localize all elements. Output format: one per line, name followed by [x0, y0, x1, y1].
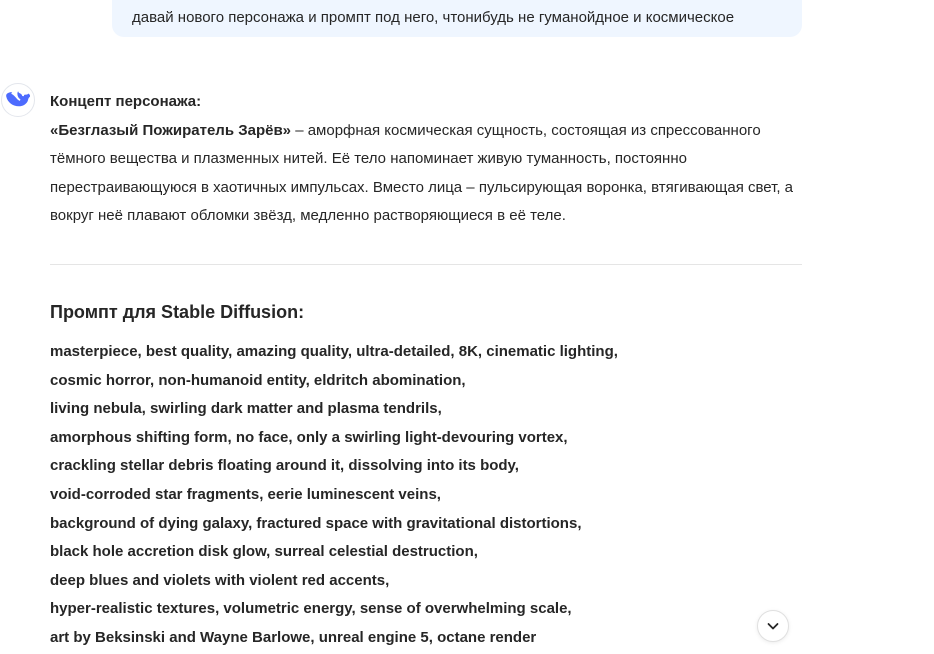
prompt-line: hyper-realistic textures, volumetric energy, sense of overwhelming scale,: [50, 600, 572, 618]
deepseek-whale-icon: [6, 90, 30, 110]
prompt-line: masterpiece, best quality, amazing quality, ultra-detailed, 8K, cinematic lighting,: [50, 342, 618, 360]
character-name: «Безглазый Пожиратель Зарёв»: [50, 121, 292, 139]
assistant-answer: [50, 88, 802, 653]
chevron-down-icon: [766, 619, 780, 633]
prompt-line: art by Beksinski and Wayne Barlowe, unreal engine 5, octane render: [50, 628, 537, 646]
prompt-heading: Промпт для Stable Diffusion:: [50, 301, 305, 322]
prompt-line: cosmic horror, non-humanoid entity, eldritch abomination,: [50, 371, 466, 389]
prompt-line: amorphous shifting form, no face, only a swirling light-devouring vortex,: [50, 428, 568, 446]
prompt-text: [50, 338, 802, 653]
user-message-bubble: [112, 0, 802, 37]
assistant-avatar: [1, 83, 35, 117]
scroll-to-bottom-button[interactable]: [757, 610, 789, 642]
divider: [50, 264, 802, 265]
prompt-line: deep blues and violets with violent red accents,: [50, 571, 390, 589]
character-description-text: – аморфная космическая сущность, состоящая из спрессованного тёмного вещества и плазменных нитей. Её тело напоминает живую туманность, постоянно перестраивающуюся в хаотичных импульсах. Вместо лица – пульсирующая воронка, втягивающая свет, а вокруг неё плавают обломки звёзд, медленно растворяющиеся в её теле.: [50, 121, 794, 225]
prompt-line: black hole accretion disk glow, surreal celestial destruction,: [50, 543, 478, 561]
prompt-line: void-corroded star fragments, eerie luminescent veins,: [50, 485, 441, 503]
prompt-line: living nebula, swirling dark matter and plasma tendrils,: [50, 400, 442, 418]
prompt-line: background of dying galaxy, fractured space with gravitational distortions,: [50, 514, 582, 532]
concept-heading: Концепт персонажа:: [50, 93, 202, 110]
prompt-line: crackling stellar debris floating around it, dissolving into its body,: [50, 457, 519, 475]
user-message-text: давай нового персонажа и промпт под него, чтонибудь не гуманойдное и космическое: [132, 9, 735, 26]
character-description: [50, 117, 802, 231]
